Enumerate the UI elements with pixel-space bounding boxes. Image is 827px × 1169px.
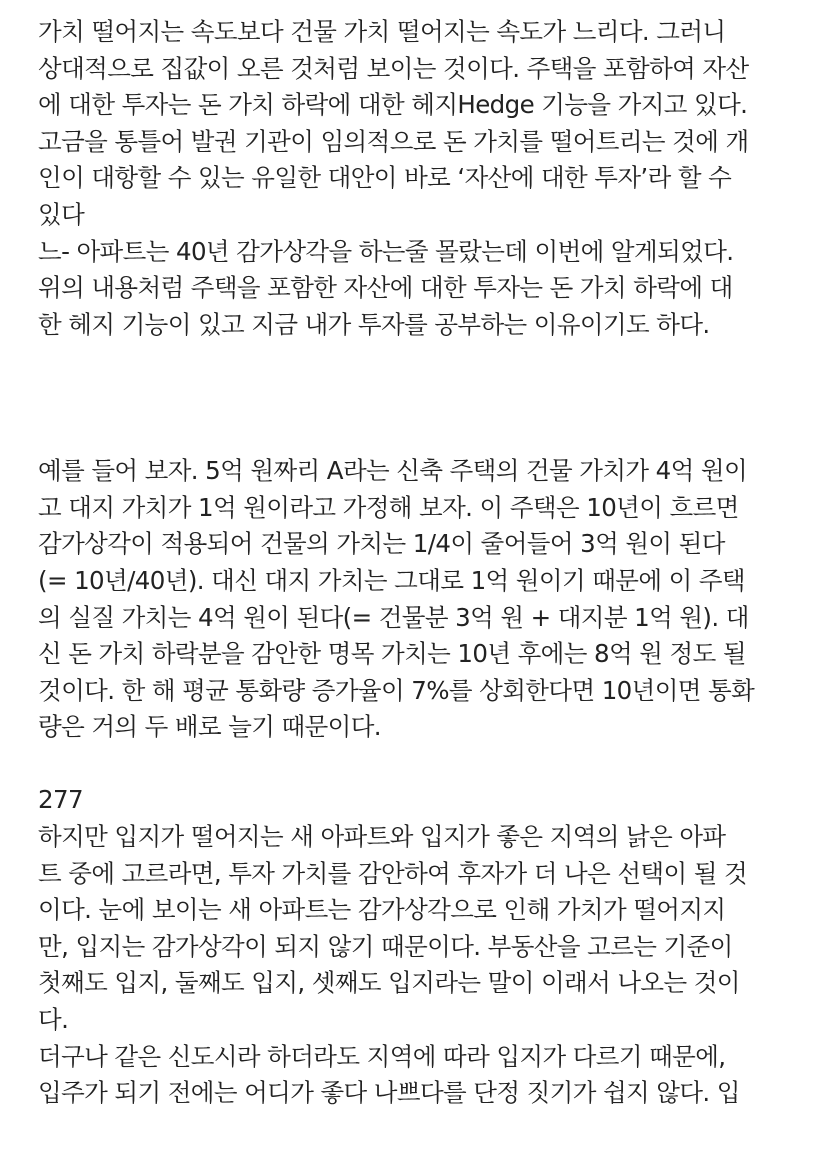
reader-note [38, 234, 818, 344]
text-line: 있다 [38, 199, 85, 229]
text-line: 인이 대항할 수 있는 유일한 대안이 바로 ‘자산에 대한 투자’라 할 수 [38, 163, 732, 193]
text-line: 첫째도 입지, 둘째도 입지, 셋째도 입지라는 말이 이래서 나오는 것이 [38, 968, 740, 998]
text-line: 위의 내용처럼 주택을 포함한 자산에 대한 투자는 돈 가치 하락에 대 [38, 273, 733, 303]
text-line: 감가상각이 적용되어 건물의 가치는 1/4이 줄어들어 3억 원이 된다 [38, 529, 725, 559]
text-line: 고 대지 가치가 1억 원이라고 가정해 보자. 이 주택은 10년이 흐르면 [38, 492, 739, 522]
text-line: 다. [38, 1005, 69, 1035]
paragraph-location [38, 819, 818, 1039]
text-line: 만, 입지는 감가상각이 되지 않기 때문이다. 부동산을 고르는 기준이 [38, 931, 733, 961]
text-line: 신 돈 가치 하락분을 감안한 명목 가치는 10년 후에는 8억 원 정도 될 [38, 639, 746, 669]
text-line: 더구나 같은 신도시라 하더라도 지역에 따라 입지가 다르기 때문에, [38, 1041, 726, 1071]
text-line: 고금을 통틀어 발권 기관이 임의적으로 돈 가치를 떨어트리는 것에 개 [38, 126, 749, 156]
document-page [38, 14, 818, 1112]
text-line: (= 10년/40년). 대신 대지 가치는 그대로 1억 원이기 때문에 이 주택 [38, 565, 745, 595]
text-line: 입주가 되기 전에는 어디가 좋다 나쁘다를 단정 짓기가 쉽지 않다. 입 [38, 1078, 740, 1108]
text-line: 에 대한 투자는 돈 가치 하락에 대한 헤지Hedge 기능을 가지고 있다. [38, 90, 748, 120]
text-line: 것이다. 한 해 평균 통화량 증가율이 7%를 상회한다면 10년이면 통화 [38, 675, 755, 705]
paragraph-example [38, 453, 818, 746]
paragraph-depreciation-hedge [38, 14, 818, 234]
text-line: 량은 거의 두 배로 늘기 때문이다. [38, 712, 381, 742]
text-line: 느- 아파트는 40년 감가상각을 하는줄 몰랐는데 이번에 알게되었다. [38, 236, 734, 266]
text-line: 의 실질 가치는 4억 원이 된다(= 건물분 3억 원 + 대지분 1억 원). 대 [38, 602, 749, 632]
text-line: 예를 들어 보자. 5억 원짜리 A라는 신축 주택의 건물 가치가 4억 원이 [38, 456, 748, 486]
page-number-text: 277 [38, 785, 83, 815]
paragraph-new-town [38, 1039, 818, 1112]
text-line: 상대적으로 집값이 오른 것처럼 보이는 것이다. 주택을 포함하여 자산 [38, 53, 749, 83]
text-line: 트 중에 고르라면, 투자 가치를 감안하여 후자가 더 나은 선택이 될 것 [38, 858, 748, 888]
text-line: 가치 떨어지는 속도보다 건물 가치 떨어지는 속도가 느리다. 그러니 [38, 17, 726, 46]
text-line: 이다. 눈에 보이는 새 아파트는 감가상각으로 인해 가치가 떨어지지 [38, 895, 726, 925]
text-line: 하지만 입지가 떨어지는 새 아파트와 입지가 좋은 지역의 낡은 아파 [38, 822, 726, 852]
page-number [38, 782, 818, 819]
text-line: 한 헤지 기능이 있고 지금 내가 투자를 공부하는 이유이기도 하다. [38, 309, 710, 339]
